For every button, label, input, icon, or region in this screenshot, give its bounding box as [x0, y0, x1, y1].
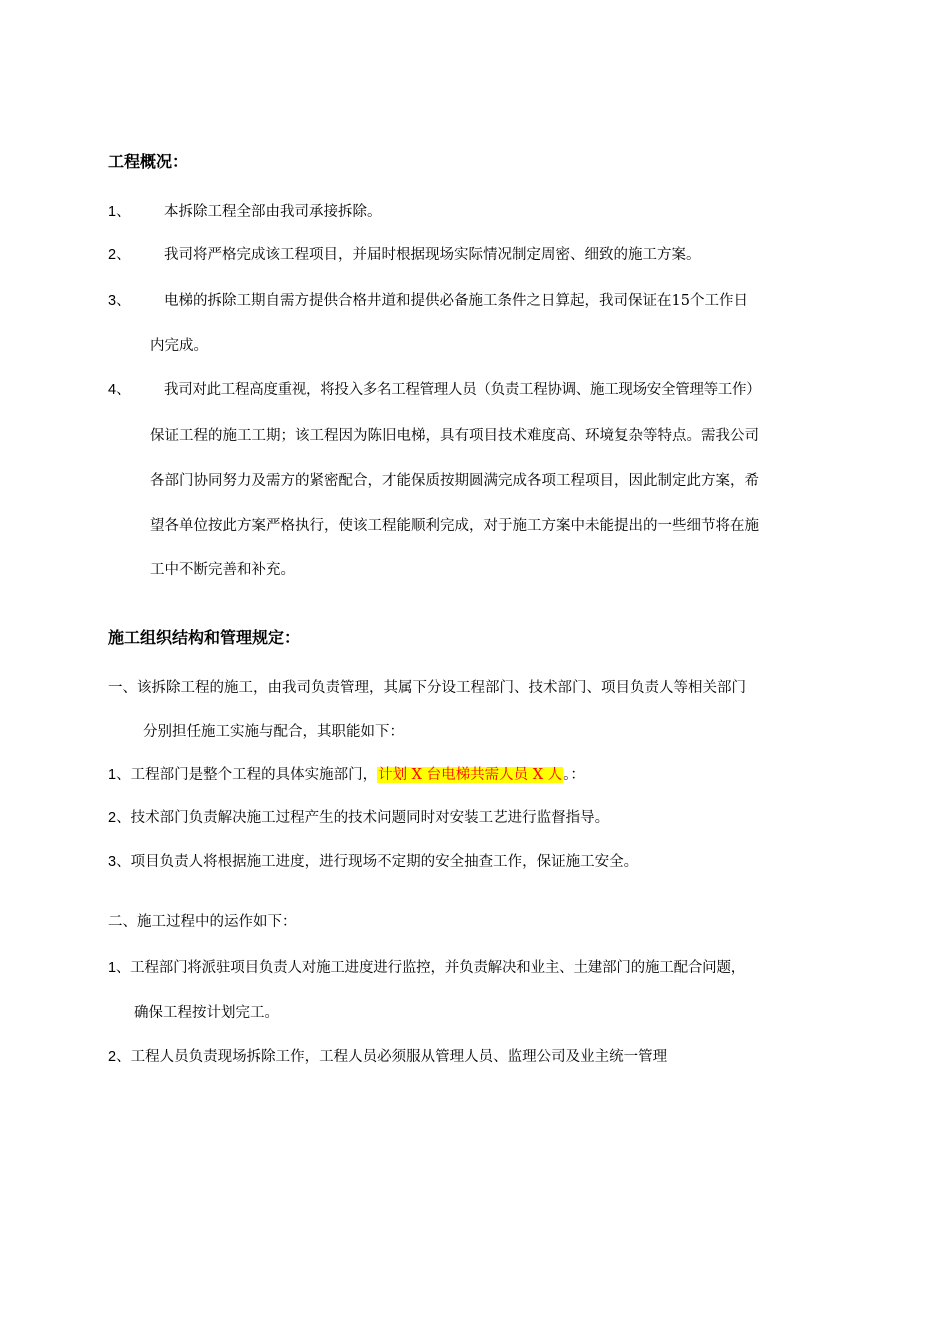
list-item-text: 我司将严格完成该工程项目，并届时根据现场实际情况制定周密、细致的施工方案。 [164, 247, 701, 263]
list-number: 1 [108, 767, 117, 783]
list-item-text-continued: 内完成。 [150, 338, 208, 354]
list-item-text: 、项目负责人将根据施工进度，进行现场不定期的安全抽查工作，保证施工安全。 [116, 854, 639, 870]
list-item-text: 我司对此工程高度重视，将投入多名工程管理人员（负责工程协调、施工现场安全管理等工作） [164, 382, 761, 398]
duty-item-1 [108, 765, 585, 785]
list-item-text-end: 。： [563, 767, 585, 783]
list-item-text: 、技术部门负责解决施工过程产生的技术问题同时对安装工艺进行监督指导。 [116, 810, 610, 826]
list-number: 3 [108, 854, 117, 870]
list-number: 4、 [108, 382, 131, 398]
section-heading-organization: 施工组织结构和管理规定： [108, 628, 301, 647]
list-item-text-continued: 望各单位按此方案严格执行，使该工程能顺利完成，对于施工方案中未能提出的一些细节将在施 [150, 518, 759, 534]
list-item-text: 本拆除工程全部由我司承接拆除。 [164, 204, 382, 220]
list-number: 1、 [108, 204, 131, 220]
list-item-text-continued: 保证工程的施工工期；该工程因为陈旧电梯，具有项目技术难度高、环境复杂等特点。需我公司 [150, 428, 759, 444]
list-number: 3、 [108, 293, 131, 309]
part-one-intro-continued: 分别担任施工实施与配合，其职能如下： [143, 724, 404, 740]
list-number: 2 [108, 1049, 117, 1065]
process-item-1 [108, 958, 745, 978]
list-number: 2、 [108, 247, 131, 263]
list-item-text: 电梯的拆除工期自需方提供合格井道和提供必备施工条件之日算起，我司保证在15个工作日 [164, 293, 748, 309]
process-item-1-continued: 确保工程按计划完工。 [134, 1005, 279, 1021]
list-item-text: 、工程部门是整个工程的具体实施部门， [116, 767, 378, 783]
list-item-text: 、工程部门将派驻项目负责人对施工进度进行监控，并负责解决和业主、土建部门的施工配合问题， [115, 960, 746, 976]
section-heading-overview: 工程概况： [108, 152, 189, 171]
list-number: 2 [108, 810, 117, 826]
duty-item-3 [108, 852, 638, 872]
list-item-text-continued: 工中不断完善和补充。 [150, 562, 295, 578]
list-number: 1 [108, 960, 116, 976]
duty-item-2 [108, 808, 609, 828]
part-one-intro: 一、该拆除工程的施工，由我司负责管理，其属下分设工程部门、技术部门、项目负责人等相关部门 [108, 680, 746, 696]
process-item-2 [108, 1047, 667, 1067]
list-item-text-continued: 各部门协同努力及需方的紧密配合，才能保质按期圆满完成各项工程项目，因此制定此方案，希 [150, 473, 759, 489]
part-two-title: 二、施工过程中的运作如下： [108, 914, 297, 930]
highlighted-placeholder-text: 计划 X 台电梯共需人员 X 人 [378, 767, 563, 783]
list-item-text: 、工程人员负责现场拆除工作，工程人员必须服从管理人员、监理公司及业主统一管理 [116, 1049, 668, 1065]
